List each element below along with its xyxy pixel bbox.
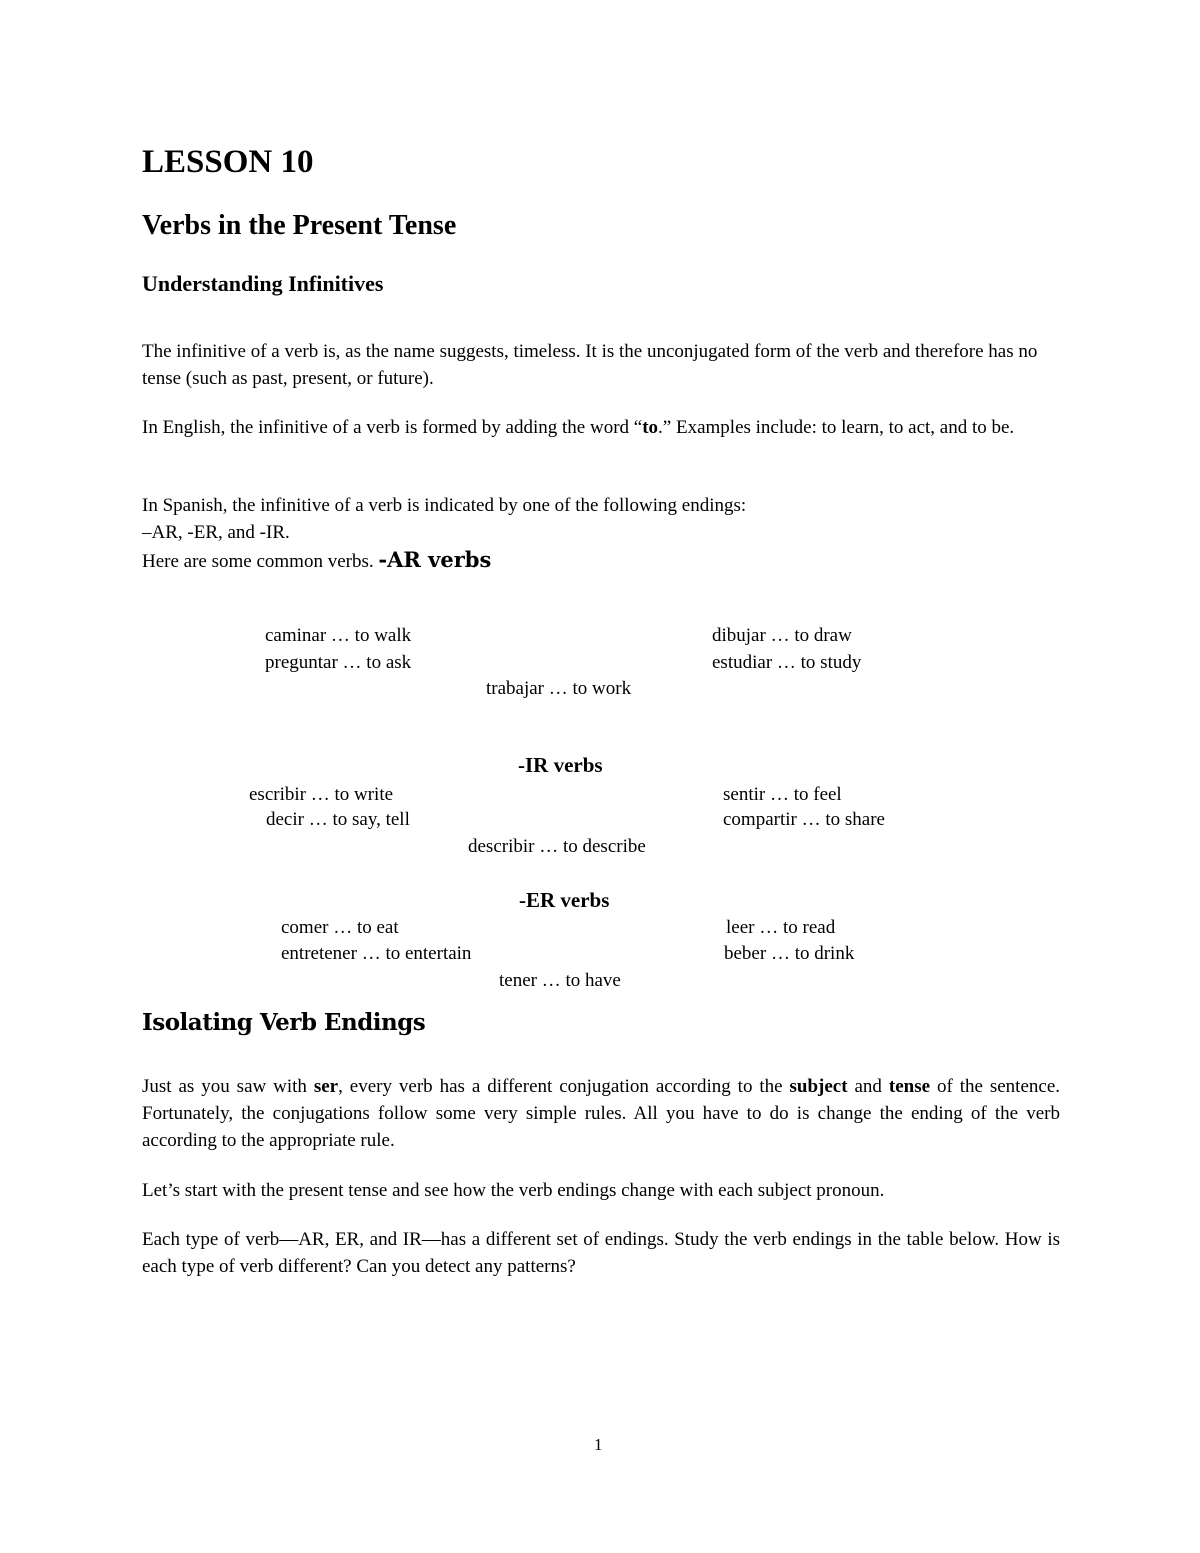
- verb-item: describir … to describe: [468, 836, 646, 857]
- paragraph-verb-types: Each type of verb—AR, ER, and IR—has a different set of endings. Study the verb endings in the table below. How is each type of verb different? Can you detect any patterns?: [142, 1229, 1060, 1277]
- paragraph-conjugation-rules: [142, 1073, 1060, 1154]
- verb-item: tener … to have: [499, 970, 621, 991]
- paragraph-text: In English, the infinitive of a verb is formed by adding the word “: [142, 417, 643, 438]
- er-verbs-heading: -ER verbs: [519, 888, 610, 912]
- verb-item: comer … to eat: [281, 917, 399, 938]
- paragraph-infinitive-definition: The infinitive of a verb is, as the name suggests, timeless. It is the unconjugated form of the verb and therefore has no tense (such as past, present, or future).: [142, 341, 1038, 389]
- section-heading-infinitives: Understanding Infinitives: [142, 271, 384, 296]
- verb-item: sentir … to feel: [723, 784, 842, 805]
- paragraph-line: In Spanish, the infinitive of a verb is indicated by one of the following endings:: [142, 495, 747, 516]
- bold-word-to: to: [642, 417, 659, 438]
- verb-item: preguntar … to ask: [265, 652, 412, 673]
- verb-item: decir … to say, tell: [266, 809, 410, 830]
- verb-item: beber … to drink: [724, 943, 855, 964]
- paragraph-text: and: [847, 1076, 889, 1097]
- verb-item: escribir … to write: [249, 784, 394, 805]
- verb-item: compartir … to share: [723, 809, 885, 830]
- verb-item: leer … to read: [726, 917, 836, 938]
- lesson-subtitle: Verbs in the Present Tense: [142, 210, 457, 241]
- paragraph-text: .” Examples include: to learn, to act, and to be.: [658, 417, 1015, 438]
- paragraph-text: Just as you saw with: [142, 1076, 314, 1097]
- ir-verbs-heading: -IR verbs: [518, 753, 603, 777]
- ar-verbs-heading: -AR verbs: [378, 547, 492, 572]
- verb-item: caminar … to walk: [265, 625, 412, 646]
- bold-word-subject: subject: [789, 1076, 848, 1097]
- paragraph-line: –AR, -ER, and -IR.: [142, 522, 290, 543]
- verb-item: trabajar … to work: [486, 678, 632, 699]
- paragraph-text: Here are some common verbs.: [142, 551, 379, 572]
- paragraph-text: of the sentence. Fortunately, the conjugations follow some very simple rules. All you have to do is change the ending of the verb according to the appropriate rule.: [142, 1076, 1061, 1151]
- paragraph-spanish-infinitive: [142, 492, 1060, 575]
- verb-item: estudiar … to study: [712, 652, 862, 673]
- paragraph-text: , every verb has a different conjugation according to the: [338, 1076, 790, 1097]
- section-heading-verb-endings: Isolating Verb Endings: [142, 1009, 426, 1036]
- paragraph-present-tense-intro: Let’s start with the present tense and see how the verb endings change with each subject pronoun.: [142, 1180, 885, 1201]
- page-number: 1: [594, 1435, 603, 1454]
- paragraph-english-infinitive: [142, 414, 1060, 441]
- lesson-title: LESSON 10: [142, 144, 314, 180]
- verb-item: entretener … to entertain: [281, 943, 472, 964]
- bold-word-tense: tense: [888, 1076, 931, 1097]
- verb-item: dibujar … to draw: [712, 625, 852, 646]
- paragraph-line: [142, 546, 1060, 575]
- bold-word-ser: ser: [313, 1076, 339, 1097]
